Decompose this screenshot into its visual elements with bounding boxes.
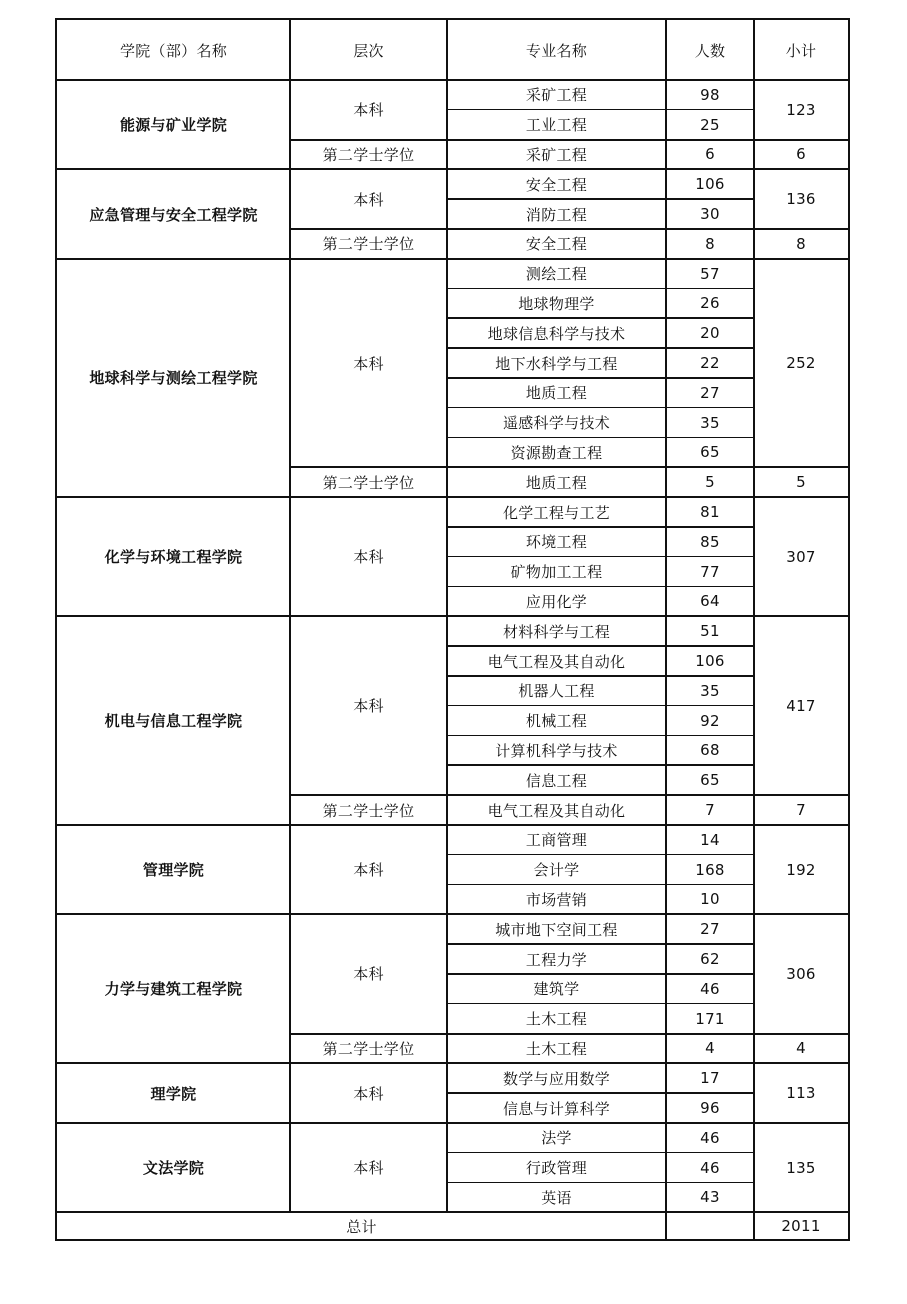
major-name: 环境工程 xyxy=(525,533,588,552)
level-subtotal: 4 xyxy=(796,1039,806,1058)
level-name: 本科 xyxy=(353,354,384,373)
level-name: 本科 xyxy=(353,190,384,209)
level-name: 本科 xyxy=(353,861,384,880)
student-count: 98 xyxy=(700,85,720,104)
student-count: 20 xyxy=(700,324,720,343)
level-subtotal: 113 xyxy=(786,1084,816,1103)
level-name: 第二学士学位 xyxy=(322,235,415,254)
college-name: 机电与信息工程学院 xyxy=(104,712,243,731)
major-name: 测绘工程 xyxy=(525,265,588,284)
major-name: 电气工程及其自动化 xyxy=(487,801,626,820)
major-name: 采矿工程 xyxy=(525,145,588,164)
level-name: 本科 xyxy=(353,965,384,984)
student-count: 171 xyxy=(695,1009,725,1028)
student-count: 30 xyxy=(700,205,720,224)
major-name: 建筑学 xyxy=(533,980,580,999)
student-count: 7 xyxy=(705,801,715,820)
student-count: 81 xyxy=(700,503,720,522)
grid-line xyxy=(665,20,667,1240)
level-subtotal: 135 xyxy=(786,1158,816,1177)
major-name: 城市地下空间工程 xyxy=(495,920,618,939)
student-count: 22 xyxy=(700,354,720,373)
student-count: 26 xyxy=(700,294,720,313)
major-name: 信息工程 xyxy=(525,771,588,790)
student-count: 27 xyxy=(700,920,720,939)
college-name: 地球科学与测绘工程学院 xyxy=(89,369,258,388)
level-subtotal: 306 xyxy=(786,964,816,983)
major-name: 安全工程 xyxy=(525,175,588,194)
major-name: 工商管理 xyxy=(525,831,588,850)
header-level: 层次 xyxy=(353,41,384,60)
level-subtotal: 417 xyxy=(786,696,816,715)
major-name: 化学工程与工艺 xyxy=(502,503,611,522)
major-name: 土木工程 xyxy=(525,1010,588,1029)
student-count: 35 xyxy=(700,413,720,432)
level-subtotal: 7 xyxy=(796,801,806,820)
major-name: 地质工程 xyxy=(525,384,588,403)
level-name: 第二学士学位 xyxy=(322,801,415,820)
major-name: 工程力学 xyxy=(525,950,588,969)
major-name: 地球信息科学与技术 xyxy=(487,324,626,343)
header-count: 人数 xyxy=(694,41,726,60)
college-name: 管理学院 xyxy=(142,861,205,880)
level-name: 第二学士学位 xyxy=(322,145,415,164)
student-count: 65 xyxy=(700,771,720,790)
college-name: 应急管理与安全工程学院 xyxy=(89,205,258,224)
student-count: 5 xyxy=(705,473,715,492)
student-count: 25 xyxy=(700,115,720,134)
student-count: 8 xyxy=(705,234,715,253)
major-name: 消防工程 xyxy=(525,205,588,224)
level-subtotal: 6 xyxy=(796,145,806,164)
major-name: 信息与计算科学 xyxy=(502,1099,611,1118)
major-name: 采矿工程 xyxy=(525,86,588,105)
level-name: 本科 xyxy=(353,1159,384,1178)
level-subtotal: 8 xyxy=(796,234,806,253)
student-count: 68 xyxy=(700,741,720,760)
level-subtotal: 123 xyxy=(786,100,816,119)
student-count: 57 xyxy=(700,264,720,283)
student-count: 4 xyxy=(705,1039,715,1058)
student-count: 77 xyxy=(700,562,720,581)
level-name: 第二学士学位 xyxy=(322,473,415,492)
grid-line xyxy=(753,20,755,1240)
college-name: 化学与环境工程学院 xyxy=(104,548,243,567)
student-count: 106 xyxy=(695,652,725,671)
student-count: 46 xyxy=(700,1158,720,1177)
student-count: 64 xyxy=(700,592,720,611)
level-name: 本科 xyxy=(353,1084,384,1103)
major-name: 计算机科学与技术 xyxy=(495,741,618,760)
major-name: 市场营销 xyxy=(525,890,588,909)
major-name: 机械工程 xyxy=(525,712,588,731)
enrollment-table xyxy=(55,18,850,1241)
major-name: 法学 xyxy=(541,1129,572,1148)
major-name: 矿物加工工程 xyxy=(510,563,603,582)
student-count: 14 xyxy=(700,830,720,849)
level-name: 本科 xyxy=(353,548,384,567)
student-count: 27 xyxy=(700,383,720,402)
level-name: 本科 xyxy=(353,697,384,716)
major-name: 行政管理 xyxy=(525,1159,588,1178)
student-count: 46 xyxy=(700,979,720,998)
student-count: 35 xyxy=(700,681,720,700)
level-subtotal: 136 xyxy=(786,190,816,209)
major-name: 遥感科学与技术 xyxy=(502,414,611,433)
major-name: 机器人工程 xyxy=(518,682,595,701)
student-count: 43 xyxy=(700,1188,720,1207)
major-name: 工业工程 xyxy=(525,116,588,135)
student-count: 46 xyxy=(700,1128,720,1147)
level-subtotal: 192 xyxy=(786,860,816,879)
major-name: 会计学 xyxy=(533,861,580,880)
level-subtotal: 252 xyxy=(786,354,816,373)
major-name: 应用化学 xyxy=(525,592,588,611)
major-name: 英语 xyxy=(541,1188,572,1207)
student-count: 168 xyxy=(695,860,725,879)
student-count: 62 xyxy=(700,950,720,969)
student-count: 51 xyxy=(700,622,720,641)
major-name: 地质工程 xyxy=(525,473,588,492)
major-name: 资源勘查工程 xyxy=(510,443,603,462)
major-name: 安全工程 xyxy=(525,235,588,254)
student-count: 96 xyxy=(700,1099,720,1118)
grid-line xyxy=(446,20,448,1212)
major-name: 地球物理学 xyxy=(518,294,595,313)
student-count: 65 xyxy=(700,443,720,462)
student-count: 92 xyxy=(700,711,720,730)
level-name: 第二学士学位 xyxy=(322,1039,415,1058)
major-name: 材料科学与工程 xyxy=(502,622,611,641)
student-count: 17 xyxy=(700,1069,720,1088)
student-count: 6 xyxy=(705,145,715,164)
college-name: 文法学院 xyxy=(142,1159,205,1178)
level-subtotal: 307 xyxy=(786,547,816,566)
total-label: 总计 xyxy=(346,1217,377,1236)
college-name: 力学与建筑工程学院 xyxy=(104,980,243,999)
level-subtotal: 5 xyxy=(796,473,806,492)
student-count: 85 xyxy=(700,532,720,551)
major-name: 电气工程及其自动化 xyxy=(487,652,626,671)
major-name: 地下水科学与工程 xyxy=(495,354,618,373)
header-college: 学院（部）名称 xyxy=(119,41,228,60)
college-name: 理学院 xyxy=(150,1084,197,1103)
header-subtotal: 小计 xyxy=(785,41,817,60)
header-major: 专业名称 xyxy=(525,41,588,60)
student-count: 10 xyxy=(700,890,720,909)
major-name: 土木工程 xyxy=(525,1039,588,1058)
college-name: 能源与矿业学院 xyxy=(119,116,228,135)
major-name: 数学与应用数学 xyxy=(502,1069,611,1088)
total-value: 2011 xyxy=(781,1217,821,1236)
grid-line xyxy=(289,20,291,1212)
level-name: 本科 xyxy=(353,101,384,120)
student-count: 106 xyxy=(695,175,725,194)
